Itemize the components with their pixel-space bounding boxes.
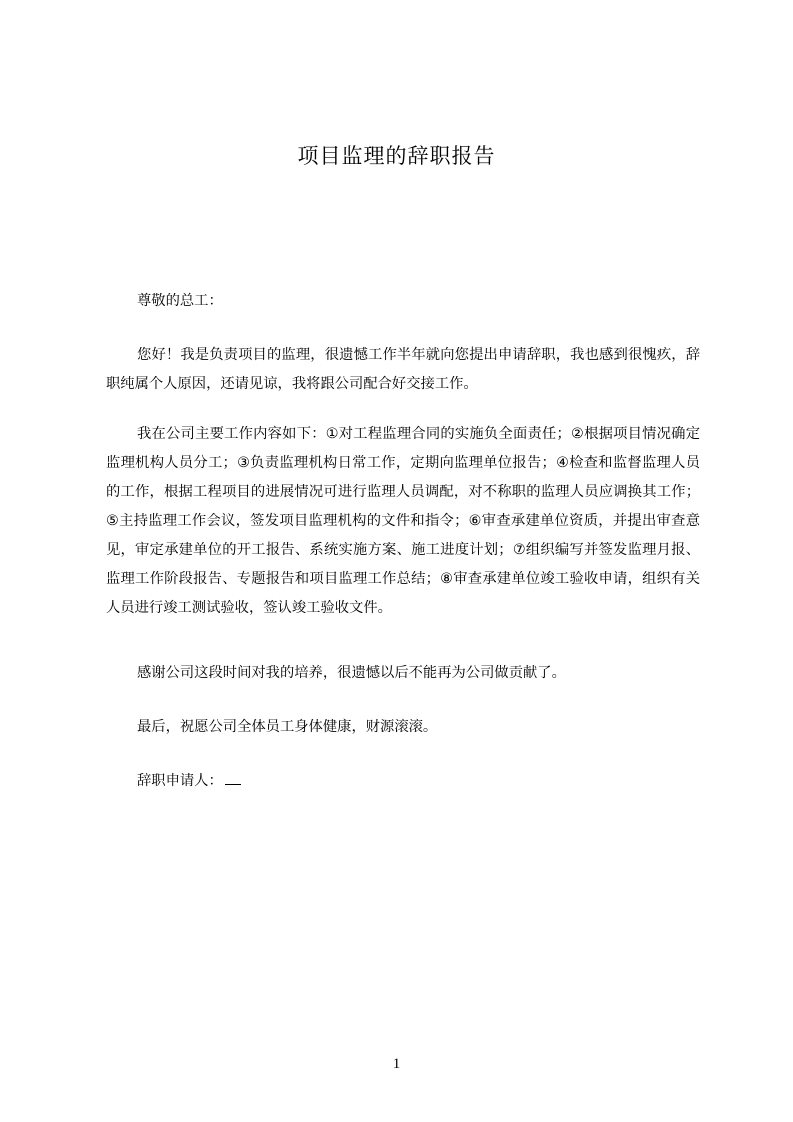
signature-label: 辞职申请人： (137, 773, 223, 789)
document-title: 项目监理的辞职报告 (297, 144, 496, 168)
paragraph-intro: 您好！我是负责项目的监理，很遗憾工作半年就向您提出申请辞职，我也感到很愧疚，辞职纯属个人原因，还请见谅，我将跟公司配合好交接工作。 (106, 347, 700, 392)
page-number: 1 (392, 1056, 401, 1072)
signature-block (106, 767, 700, 796)
greeting: 尊敬的总工： (137, 293, 223, 309)
paragraph-thanks: 感谢公司这段时间对我的培养，很遗憾以后不能再为公司做贡献了。 (137, 665, 566, 681)
paragraph-closing: 最后，祝愿公司全体员工身体健康，财源滚滚。 (137, 719, 438, 735)
paragraph-responsibilities: 我在公司主要工作内容如下：①对工程监理合同的实施负全面责任；②根据项目情况确定监理机构人员分工；③负责监理机构日常工作，定期向监理单位报告；④检查和监督监理人员的工作，根据工程项目的进展情况可进行监理人员调配，对不称职的监理人员应调换其工作；⑤主持监理工作会议，签发项目监理机构的文件和指令；⑥审查承建单位资质，并提出审查意见，审定承建单位的开工报告、系统实施方案、施工进度计划；⑦组织编写并签发监理月报、监理工作阶段报告、专题报告和项目监理工作总结；⑧审查承建单位竣工验收申请，组织有关人员进行竣工测试验收，签认竣工验收文件。 (106, 426, 700, 616)
signature-blank-line (225, 770, 241, 785)
